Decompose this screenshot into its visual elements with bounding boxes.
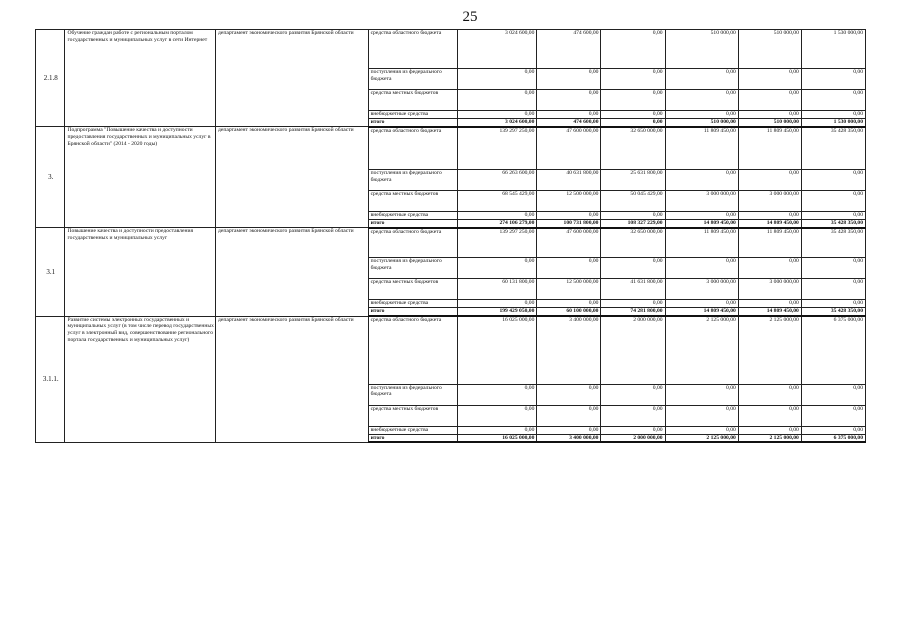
funding-source-federal: поступления из федерального бюджета xyxy=(368,69,458,90)
amount-cell: 14 809 450,00 xyxy=(738,220,801,228)
funding-source-regional: средства областного бюджета xyxy=(368,228,458,258)
amount-cell: 0,00 xyxy=(458,111,537,119)
funding-source-total: итого xyxy=(368,220,458,228)
funding-source-local: средства местных бюджетов xyxy=(368,191,458,212)
amount-cell: 0,00 xyxy=(665,69,738,90)
amount-cell: 0,00 xyxy=(738,300,801,308)
amount-cell: 2 125 000,00 xyxy=(665,434,738,442)
funding-source-extra: внебюджетные средства xyxy=(368,111,458,119)
amount-cell: 66 263 600,00 xyxy=(458,170,537,191)
amount-cell: 0,00 xyxy=(601,119,665,127)
amount-cell: 3 400 000,00 xyxy=(537,316,601,384)
amount-cell: 0,00 xyxy=(738,405,801,426)
amount-cell: 16 025 000,00 xyxy=(458,316,537,384)
item-number: 3. xyxy=(36,127,65,228)
item-executor: департамент экономического развития Брянской области xyxy=(216,30,369,127)
amount-cell: 0,00 xyxy=(738,426,801,434)
amount-cell: 0,00 xyxy=(458,300,537,308)
item-executor: департамент экономического развития Брянской области xyxy=(216,127,369,228)
amount-cell: 139 297 250,00 xyxy=(458,127,537,170)
amount-cell: 0,00 xyxy=(601,69,665,90)
amount-cell: 139 297 250,00 xyxy=(458,228,537,258)
amount-cell: 40 631 800,00 xyxy=(537,170,601,191)
amount-cell: 0,00 xyxy=(458,90,537,111)
amount-cell: 0,00 xyxy=(801,384,865,405)
amount-cell: 3 000 000,00 xyxy=(738,191,801,212)
amount-cell: 0,00 xyxy=(738,384,801,405)
funding-source-total: итого xyxy=(368,434,458,442)
amount-cell: 3 024 600,00 xyxy=(458,119,537,127)
funding-source-extra: внебюджетные средства xyxy=(368,426,458,434)
amount-cell: 0,00 xyxy=(458,212,537,220)
amount-cell: 6 375 000,00 xyxy=(801,316,865,384)
budget-table xyxy=(35,29,866,443)
amount-cell: 3 400 000,00 xyxy=(537,434,601,442)
amount-cell: 0,00 xyxy=(537,212,601,220)
amount-cell: 35 428 350,00 xyxy=(801,228,865,258)
amount-cell: 2 125 000,00 xyxy=(738,434,801,442)
amount-cell: 41 631 800,00 xyxy=(601,279,665,300)
amount-cell: 6 375 000,00 xyxy=(801,434,865,442)
amount-cell: 0,00 xyxy=(665,384,738,405)
amount-cell: 12 500 000,00 xyxy=(537,279,601,300)
table-row xyxy=(36,316,866,384)
amount-cell: 60 100 000,00 xyxy=(537,308,601,316)
amount-cell: 0,00 xyxy=(458,69,537,90)
amount-cell: 0,00 xyxy=(601,426,665,434)
amount-cell: 60 131 800,00 xyxy=(458,279,537,300)
amount-cell: 108 327 229,00 xyxy=(601,220,665,228)
amount-cell: 0,00 xyxy=(537,258,601,279)
amount-cell: 14 809 450,00 xyxy=(665,308,738,316)
amount-cell: 0,00 xyxy=(801,90,865,111)
amount-cell: 0,00 xyxy=(665,212,738,220)
amount-cell: 0,00 xyxy=(801,212,865,220)
amount-cell: 0,00 xyxy=(601,300,665,308)
amount-cell: 3 000 000,00 xyxy=(738,279,801,300)
item-name: Обучение граждан работе с региональным порталом государственных и муниципальных услуг в сети Интернет xyxy=(65,30,216,127)
amount-cell: 510 000,00 xyxy=(738,119,801,127)
amount-cell: 0,00 xyxy=(665,170,738,191)
amount-cell: 0,00 xyxy=(601,405,665,426)
amount-cell: 510 000,00 xyxy=(665,30,738,69)
table-row xyxy=(36,30,866,69)
amount-cell: 0,00 xyxy=(801,405,865,426)
amount-cell: 0,00 xyxy=(537,69,601,90)
amount-cell: 3 024 600,00 xyxy=(458,30,537,69)
amount-cell: 0,00 xyxy=(458,405,537,426)
amount-cell: 35 428 350,00 xyxy=(801,220,865,228)
amount-cell: 74 281 800,00 xyxy=(601,308,665,316)
funding-source-federal: поступления из федерального бюджета xyxy=(368,170,458,191)
amount-cell: 0,00 xyxy=(801,258,865,279)
amount-cell: 50 045 429,00 xyxy=(601,191,665,212)
amount-cell: 0,00 xyxy=(537,384,601,405)
amount-cell: 510 000,00 xyxy=(665,119,738,127)
item-executor: департамент экономического развития Брянской области xyxy=(216,316,369,442)
amount-cell: 47 600 000,00 xyxy=(537,228,601,258)
amount-cell: 0,00 xyxy=(537,300,601,308)
funding-source-regional: средства областного бюджета xyxy=(368,316,458,384)
funding-source-local: средства местных бюджетов xyxy=(368,279,458,300)
amount-cell: 0,00 xyxy=(738,212,801,220)
item-name: Развитие системы электронных государственных и муниципальных услуг (в том числе перевод государственных услуг в электронный вид, совершенствование регионального портала государственных и муниципальных услуг) xyxy=(65,316,216,442)
amount-cell: 12 500 000,00 xyxy=(537,191,601,212)
amount-cell: 35 428 350,00 xyxy=(801,308,865,316)
amount-cell: 0,00 xyxy=(665,90,738,111)
amount-cell: 0,00 xyxy=(601,384,665,405)
amount-cell: 2 125 000,00 xyxy=(738,316,801,384)
funding-source-regional: средства областного бюджета xyxy=(368,127,458,170)
amount-cell: 1 530 000,00 xyxy=(801,119,865,127)
amount-cell: 2 000 000,00 xyxy=(601,316,665,384)
item-number: 3.1.1. xyxy=(36,316,65,442)
amount-cell: 0,00 xyxy=(601,90,665,111)
item-number: 3.1 xyxy=(36,228,65,316)
amount-cell: 32 650 000,00 xyxy=(601,127,665,170)
amount-cell: 0,00 xyxy=(537,111,601,119)
funding-source-federal: поступления из федерального бюджета xyxy=(368,384,458,405)
item-executor: департамент экономического развития Брянской области xyxy=(216,228,369,316)
amount-cell: 0,00 xyxy=(665,258,738,279)
amount-cell: 11 809 450,00 xyxy=(665,228,738,258)
amount-cell: 0,00 xyxy=(665,111,738,119)
amount-cell: 0,00 xyxy=(801,191,865,212)
amount-cell: 0,00 xyxy=(601,258,665,279)
amount-cell: 0,00 xyxy=(601,212,665,220)
amount-cell: 510 000,00 xyxy=(738,30,801,69)
amount-cell: 0,00 xyxy=(665,405,738,426)
amount-cell: 0,00 xyxy=(801,279,865,300)
amount-cell: 0,00 xyxy=(738,90,801,111)
amount-cell: 474 600,00 xyxy=(537,119,601,127)
amount-cell: 0,00 xyxy=(738,69,801,90)
amount-cell: 100 731 800,00 xyxy=(537,220,601,228)
amount-cell: 0,00 xyxy=(458,258,537,279)
amount-cell: 68 545 429,00 xyxy=(458,191,537,212)
amount-cell: 0,00 xyxy=(801,426,865,434)
funding-source-local: средства местных бюджетов xyxy=(368,405,458,426)
item-name: Подпрограмма "Повышение качества и доступности предоставления государственных и муниципальных услуг в Брянской области" (2014 - 2020 годы) xyxy=(65,127,216,228)
amount-cell: 0,00 xyxy=(537,405,601,426)
item-name: Повышение качества и доступности предоставления государственных и муниципальных услуг xyxy=(65,228,216,316)
amount-cell: 1 530 000,00 xyxy=(801,30,865,69)
funding-source-extra: внебюджетные средства xyxy=(368,212,458,220)
funding-source-federal: поступления из федерального бюджета xyxy=(368,258,458,279)
amount-cell: 0,00 xyxy=(801,111,865,119)
amount-cell: 11 809 450,00 xyxy=(738,127,801,170)
amount-cell: 0,00 xyxy=(537,90,601,111)
amount-cell: 2 000 000,00 xyxy=(601,434,665,442)
amount-cell: 11 809 450,00 xyxy=(738,228,801,258)
table-row xyxy=(36,228,866,258)
amount-cell: 35 428 350,00 xyxy=(801,127,865,170)
amount-cell: 0,00 xyxy=(738,170,801,191)
amount-cell: 0,00 xyxy=(665,426,738,434)
amount-cell: 474 600,00 xyxy=(537,30,601,69)
amount-cell: 0,00 xyxy=(738,258,801,279)
funding-source-regional: средства областного бюджета xyxy=(368,30,458,69)
amount-cell: 0,00 xyxy=(537,426,601,434)
table-row xyxy=(36,127,866,170)
amount-cell: 14 809 450,00 xyxy=(665,220,738,228)
funding-source-total: итого xyxy=(368,308,458,316)
amount-cell: 2 125 000,00 xyxy=(665,316,738,384)
amount-cell: 0,00 xyxy=(458,426,537,434)
amount-cell: 0,00 xyxy=(601,30,665,69)
amount-cell: 16 025 000,00 xyxy=(458,434,537,442)
page-number: 25 xyxy=(462,9,478,25)
amount-cell: 0,00 xyxy=(738,111,801,119)
amount-cell: 0,00 xyxy=(601,111,665,119)
amount-cell: 14 809 450,00 xyxy=(738,308,801,316)
amount-cell: 199 429 050,00 xyxy=(458,308,537,316)
amount-cell: 0,00 xyxy=(665,300,738,308)
amount-cell: 274 106 279,00 xyxy=(458,220,537,228)
amount-cell: 0,00 xyxy=(458,384,537,405)
amount-cell: 47 600 000,00 xyxy=(537,127,601,170)
amount-cell: 0,00 xyxy=(801,69,865,90)
amount-cell: 0,00 xyxy=(801,300,865,308)
amount-cell: 25 631 800,00 xyxy=(601,170,665,191)
amount-cell: 0,00 xyxy=(801,170,865,191)
funding-source-extra: внебюджетные средства xyxy=(368,300,458,308)
amount-cell: 3 000 000,00 xyxy=(665,191,738,212)
amount-cell: 32 650 000,00 xyxy=(601,228,665,258)
funding-source-total: итого xyxy=(368,119,458,127)
amount-cell: 11 809 450,00 xyxy=(665,127,738,170)
funding-source-local: средства местных бюджетов xyxy=(368,90,458,111)
amount-cell: 3 000 000,00 xyxy=(665,279,738,300)
item-number: 2.1.8 xyxy=(36,30,65,127)
